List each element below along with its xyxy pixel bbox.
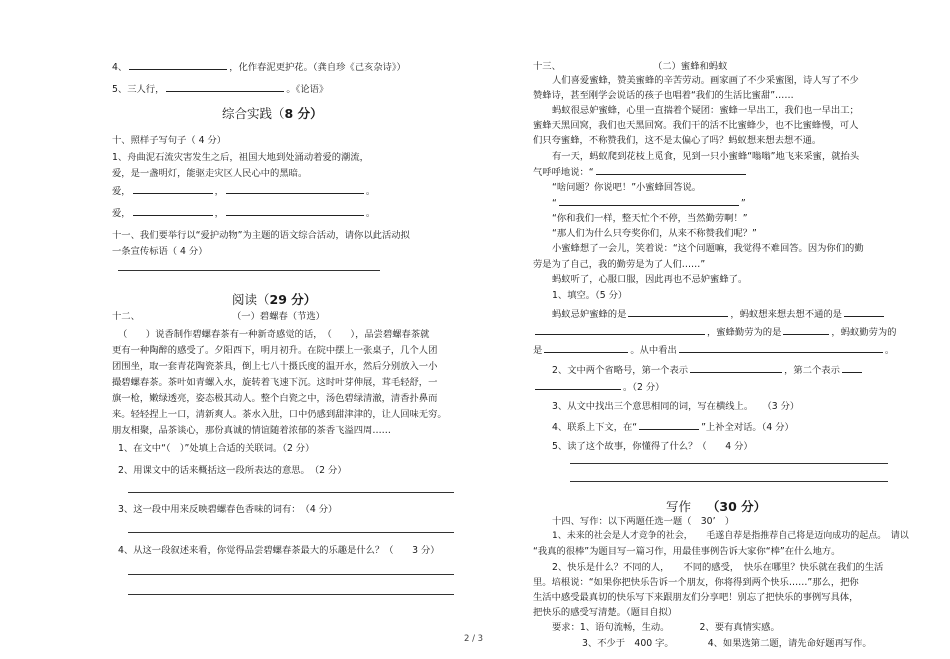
q10-answer-1: 爱， ， 。 [112,186,376,197]
q12-sub-4: 4、从这一段叙述来看，你觉得品尝碧螺春茶最大的乐趣是什么？（ 3 分） [118,545,440,556]
answer-blank[interactable] [842,363,862,373]
answer-blank[interactable] [166,82,284,92]
q10-example-1: 1、舟曲泥石流灾害发生之后，祖国大地到处涌动着爱的潮流， [112,152,369,163]
section-reading-title: 阅读（29 分） [232,292,317,307]
writing-prompt-line: 2、快乐是什么？不同的人， 不同的感受， 快乐在哪里？快乐就在我们的生活 [552,562,884,573]
fill-line-2: ，蜜蜂勤劳为的是 ，蚂蚁勤劳为的 [533,325,896,339]
answer-line[interactable] [570,481,888,482]
q12-sub-3: 3、这一段中用来反映碧螺春色香味的词有： （4 分） [118,504,338,515]
passage-line: 人们喜爱蜜蜂，赞美蜜蜂的辛苦劳动。画家画了不少采蜜图，诗人写了不少 [552,75,859,86]
page-number: 2 / 3 [464,634,484,644]
q11-line-2: 一条宣传标语（ 4 分） [112,246,208,257]
passage-line: 蚂蚁听了，心服口服，因此再也不忌妒蜜蜂了。 [552,274,748,285]
writing-prompt-line: “我真的很棒”为题目写一篇习作，用最佳事例告诉大家你“棒”在什么地方。 [533,546,841,557]
passage-line: 气呼呼地说：“ [533,165,748,179]
q12-number: 十二、 [112,311,140,322]
answer-line[interactable] [128,594,454,595]
q13-number: 十三、 [533,61,561,72]
passage-line: （ ）说香制作碧螺春茶有一种新奇感觉的话， （ ），品尝碧螺春茶就 [118,329,430,340]
writing-instruction: 十四、写作：以下两题任选一题（ 30’ ） [552,516,735,527]
writing-prompt-line: 把快乐的感受写清楚。（题目自拟） [533,607,678,618]
passage-line: 赞蜂诗，甚至刚学会说话的孩子也唱着“我们的生活比蜜甜”…… [533,90,794,101]
writing-prompt-line: 里。培根说：“如果你把快乐告诉一个朋友，你将得到两个快乐……”那么，把你 [533,577,859,588]
q10-title: 十、照样子写句子（ 4 分） [112,135,227,146]
passage-line: 旗一枪，嫩绿透亮，姿态极其动人。整个白瓷之中，汤色碧绿清澈，清香扑鼻而 [112,393,438,404]
answer-line[interactable] [128,532,454,533]
answer-line[interactable] [128,492,454,493]
section-practice-title: 综合实践（8 分） [222,106,323,121]
passage-line: 蚂蚁很忌妒蜜蜂，心里一直揣着个疑团：蜜蜂一早出工，我们也一早出工； [552,105,859,116]
answer-blank[interactable] [783,325,829,335]
answer-blank[interactable] [226,184,364,194]
q10-example-2: 爱，是一盏明灯，能驱走灾区人民心中的黑暗。 [112,168,308,179]
answer-blank[interactable] [535,325,705,335]
section-writing-title: 写作 （30 分） [666,499,767,514]
q11-line-1: 十一、我们要举行以“爱护动物”为主题的语文综合活动，请你以此活动拟 [112,230,410,241]
q4-line: 4、 ，化作春泥更护花。（龚自珍《己亥杂诗》） [112,62,406,73]
passage-line: 有一天，蚂蚁爬到花枝上觅食，见到一只小蜜蜂“嗡嗡”地飞来采蜜，就抬头 [552,151,860,162]
answer-blank[interactable] [544,343,628,353]
answer-line[interactable] [128,574,454,575]
dialogue-blank[interactable] [596,165,746,175]
passage-line: 朋友相聚，品茶谈心，那份真诚的情谊随着浓郁的茶香飞溢四周…… [112,425,391,436]
answer-blank[interactable] [535,380,621,390]
answer-blank[interactable] [844,307,884,317]
requirement-line-2: 3、不少于 400 字。 4、如果选第二题，请先命好题再写作。 [582,638,872,649]
q13-sub-4: 4、联系上下文，在“ ”上补全对话。（4 分） [552,422,794,433]
answer-blank[interactable] [133,206,213,216]
passage-line: “啥问题？你说吧！”小蜜蜂回答说。 [552,182,702,193]
answer-blank[interactable] [628,307,728,317]
q12-title: （一）碧螺春（节选） [232,311,325,322]
answer-line[interactable] [118,270,380,271]
dialogue-blank[interactable] [559,196,739,206]
q12-sub-2: 2、用课文中的话来概括这一段所表达的意思。 （2 分） [118,465,347,476]
passage-line: 更有一种陶醉的感受了。夕阳西下，明月初升。在院中摆上一张桌子，几个人团 [112,345,438,356]
q10-answer-2: 爱， ， 。 [112,208,376,219]
fill-line-3: 是 。从中看出 。 [533,345,895,356]
answer-blank[interactable] [226,206,364,216]
answer-blank[interactable] [129,60,227,70]
q13-sub-5: 5、读了这个故事，你懂得了什么？（ 4 分） [552,441,753,452]
passage-line: 蜜蜂天黑回窝，我们也天黑回窝。我们干的活不比蜜蜂少，也不比蜜蜂慢，可人 [533,120,859,131]
q13-sub-2: 2、文中两个省略号，第一个表示 ，第二个表示 [552,363,864,377]
passage-line: 们只夸蜜蜂，不称赞我们，这不是太偏心了吗？蚂蚁想来想去想不通。 [533,135,822,146]
passage-line: 小蜜蜂想了一会儿，笑着说：“这个问题嘛，我觉得不难回答。因为你们的勤 [552,243,864,254]
answer-blank[interactable] [133,184,213,194]
passage-line: “你和我们一样，整天忙个不停，当然勤劳啊！” [552,213,748,224]
writing-prompt-line: 1、未来的社会是人才竞争的社会， 毛遂自荐是指推荐自己将是迈向成功的起点。 请以 [552,531,909,541]
q13-sub-2-cont: 。（2 分） [533,380,664,394]
passage-line: 劳是为了自己，我的勤劳是为了人们……” [533,259,706,270]
q13-sub-3: 3、从文中找出三个意思相同的词，写在横线上。 （3 分） [552,401,800,412]
q5-line: 5、三人行， 。《论语》 [112,84,329,95]
passage-line: 撮碧螺春茶。茶叶如青螺入水，旋转着飞速下沉。这时叶芽伸展，茸毛轻舒，一 [112,377,438,388]
passage-line: “那人们为什么只夸奖你们，从来不称赞我们呢？” [552,228,757,239]
writing-prompt-line: 生活中感受最真切的快乐写下来跟朋友们分享吧！别忘了把快乐的事例写具体， [533,592,859,603]
answer-blank[interactable] [679,343,883,353]
q13-sub-1: 1、填空。（5 分） [552,290,628,301]
q13-title: （二）蜜蜂和蚂蚁 [653,61,728,72]
passage-line: 来。轻轻捏上一口，清新爽人。茶水入肚，口中仍感到甜津津的，让人回味无穷。 [112,409,447,420]
q12-sub-1: 1、在文中“（ ）”处填上合适的关联词。（2 分） [118,443,315,454]
fill-line-1: 蚂蚁忌妒蜜蜂的是 ，蚂蚁想来想去想不通的是 [552,307,886,321]
passage-line: “ ” [552,198,746,209]
answer-blank[interactable] [639,420,699,430]
passage-line: 团围坐，取一套青花陶瓷茶具，倒上七八十摄氏度的温开水，然后分别放入一小 [112,361,438,372]
requirement-line-1: 要求：1、语句流畅，生动。 2、要有真情实感。 [552,622,780,633]
answer-blank[interactable] [690,363,782,373]
answer-line[interactable] [570,463,888,464]
